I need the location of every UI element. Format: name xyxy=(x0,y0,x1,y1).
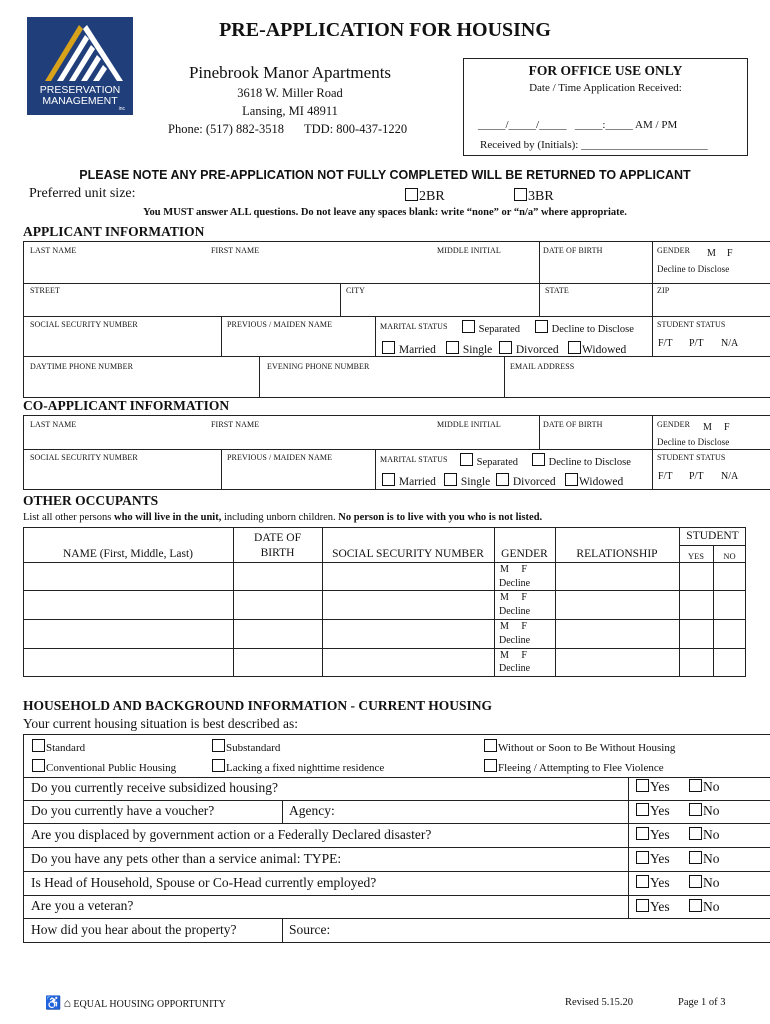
occupants-heading: OTHER OCCUPANTS xyxy=(23,493,159,508)
checkbox-icon[interactable] xyxy=(689,827,702,840)
office-date-label: Date / Time Application Received: xyxy=(529,82,682,94)
occupants-note-c: including unborn children. xyxy=(221,512,339,523)
property-address1: 3618 W. Miller Road xyxy=(237,86,343,100)
unit-2br-option[interactable] xyxy=(405,188,445,205)
footer-revised: Revised 5.15.20 xyxy=(565,997,633,1008)
unit-3br-label: 3BR xyxy=(528,189,554,204)
occ-row3-decline[interactable]: Decline xyxy=(499,635,531,646)
co-dob[interactable]: DATE OF BIRTH xyxy=(543,420,603,429)
checkbox-icon[interactable] xyxy=(32,759,45,772)
unit-size-label: Preferred unit size: xyxy=(29,186,136,201)
occ-row1-decline[interactable]: Decline xyxy=(499,578,531,589)
checkbox-icon[interactable] xyxy=(689,851,702,864)
occ-col-gender: GENDER xyxy=(501,548,548,560)
applicant-email[interactable]: EMAIL ADDRESS xyxy=(510,362,575,371)
q-veteran: Are you a veteran? xyxy=(31,898,134,913)
applicant-first-name[interactable]: FIRST NAME xyxy=(211,246,260,255)
applicant-widowed[interactable] xyxy=(568,341,626,356)
fleeing-label: Fleeing / Attempting to Flee Violence xyxy=(498,762,664,774)
occ-col-student: STUDENT xyxy=(686,530,739,542)
co-widowed[interactable] xyxy=(565,473,623,488)
applicant-middle[interactable]: MIDDLE INITIAL xyxy=(437,246,501,255)
unit-3br-option[interactable] xyxy=(514,188,554,205)
q1-yes[interactable] xyxy=(636,779,670,795)
applicant-heading: APPLICANT INFORMATION xyxy=(23,224,205,239)
q4-no[interactable] xyxy=(689,851,720,867)
widowed-label: Widowed xyxy=(579,476,624,488)
checkbox-icon[interactable] xyxy=(499,341,512,354)
co-student-status: STUDENT STATUS xyxy=(657,453,726,462)
q-heard-source[interactable]: Source: xyxy=(289,922,331,937)
checkbox-icon[interactable] xyxy=(460,453,473,466)
checkbox-icon[interactable] xyxy=(535,320,548,333)
occ-row2-mf[interactable]: M F xyxy=(500,592,527,603)
yes-label: Yes xyxy=(650,803,670,818)
household-situation: Your current housing situation is best described as: xyxy=(23,716,298,731)
equal-housing-icon: ⌂ xyxy=(63,996,71,1010)
sit-standard[interactable] xyxy=(32,739,85,754)
co-first-name[interactable]: FIRST NAME xyxy=(211,420,260,429)
unit-2br-checkbox[interactable] xyxy=(405,188,418,201)
checkbox-icon[interactable] xyxy=(382,473,395,486)
q2-no[interactable] xyxy=(689,803,720,819)
applicant-gender-f[interactable]: F xyxy=(727,248,733,259)
co-prev-name[interactable]: PREVIOUS / MAIDEN NAME xyxy=(227,453,333,462)
yes-label: Yes xyxy=(650,851,670,866)
q1-no[interactable] xyxy=(689,779,720,795)
q-displaced: Are you displaced by government action or a Federally Declared disaster? xyxy=(31,827,432,842)
checkbox-icon[interactable] xyxy=(444,473,457,486)
checkbox-icon[interactable] xyxy=(532,453,545,466)
wheelchair-icon: ♿ xyxy=(45,995,62,1010)
q-subsidized: Do you currently receive subsidized housing? xyxy=(31,780,279,795)
separated-label: Separated xyxy=(478,324,521,335)
unit-2br-label: 2BR xyxy=(419,189,445,204)
co-student-ft[interactable]: F/T xyxy=(658,471,673,482)
page-title: PRE-APPLICATION FOR HOUSING xyxy=(219,19,551,41)
occ-row4-decline[interactable]: Decline xyxy=(499,663,531,674)
co-divorced[interactable] xyxy=(496,473,556,488)
checkbox-icon[interactable] xyxy=(212,739,225,752)
no-label: No xyxy=(703,803,720,818)
yes-label: Yes xyxy=(650,827,670,842)
sit-lacking[interactable] xyxy=(212,759,384,774)
applicant-street[interactable]: STREET xyxy=(30,286,60,295)
without-label: Without or Soon to Be Without Housing xyxy=(498,742,676,754)
occ-col-no: NO xyxy=(723,551,736,561)
yes-label: Yes xyxy=(650,875,670,890)
occ-row4-mf[interactable]: M F xyxy=(500,650,527,661)
applicant-state[interactable]: STATE xyxy=(545,286,569,295)
occ-row1-mf[interactable]: M F xyxy=(500,564,527,575)
co-single[interactable] xyxy=(444,473,490,488)
property-address2: Lansing, MI 48911 xyxy=(242,104,338,118)
occ-col-rel: RELATIONSHIP xyxy=(576,548,658,560)
standard-label: Standard xyxy=(46,742,86,754)
q2-yes[interactable] xyxy=(636,803,670,819)
applicant-ssn[interactable]: SOCIAL SECURITY NUMBER xyxy=(30,320,138,329)
office-received-label[interactable]: Received by (Initials): _______________________ xyxy=(480,139,708,151)
co-student-na[interactable]: N/A xyxy=(721,471,739,482)
applicant-gender: GENDER xyxy=(657,246,691,255)
single-label: Single xyxy=(460,476,491,488)
property-name: Pinebrook Manor Apartments xyxy=(188,63,392,82)
co-middle[interactable]: MIDDLE INITIAL xyxy=(437,420,501,429)
q5-yes[interactable] xyxy=(636,875,670,891)
decline-label: Decline to Disclose xyxy=(551,324,634,335)
property-tdd: TDD: 800-437-1220 xyxy=(304,122,408,136)
occ-col-dob2: BIRTH xyxy=(260,547,295,559)
q4-yes[interactable] xyxy=(636,851,670,867)
logo-line2: MANAGEMENT xyxy=(42,95,118,107)
property-phone: Phone: (517) 882-3518 xyxy=(168,122,284,136)
checkbox-icon[interactable] xyxy=(636,851,649,864)
applicant-eve-phone[interactable]: EVENING PHONE NUMBER xyxy=(267,362,370,371)
no-label: No xyxy=(703,899,720,914)
checkbox-icon[interactable] xyxy=(484,759,497,772)
applicant-single[interactable] xyxy=(446,341,492,356)
checkbox-icon[interactable] xyxy=(568,341,581,354)
applicant-marital-decline[interactable] xyxy=(535,320,634,335)
notice: PLEASE NOTE ANY PRE-APPLICATION NOT FULLY COMPLETED WILL BE RETURNED TO APPLICANT xyxy=(79,168,691,182)
applicant-student-pt[interactable]: P/T xyxy=(689,338,704,349)
applicant-married[interactable] xyxy=(382,341,436,356)
occ-row3-mf[interactable]: M F xyxy=(500,621,527,632)
yes-label: Yes xyxy=(650,779,670,794)
checkbox-icon[interactable] xyxy=(689,899,702,912)
yes-label: Yes xyxy=(650,899,670,914)
widowed-label: Widowed xyxy=(582,344,627,356)
q5-no[interactable] xyxy=(689,875,720,891)
lacking-label: Lacking a fixed nighttime residence xyxy=(226,762,385,774)
logo xyxy=(27,17,133,115)
q6-yes[interactable] xyxy=(636,899,670,915)
no-label: No xyxy=(703,851,720,866)
applicant-marital: MARITAL STATUS xyxy=(380,322,448,331)
checkbox-icon[interactable] xyxy=(636,779,649,792)
single-label: Single xyxy=(462,344,493,356)
applicant-separated[interactable] xyxy=(462,320,520,335)
married-label: Married xyxy=(398,344,436,356)
checkbox-icon[interactable] xyxy=(689,803,702,816)
q3-yes[interactable] xyxy=(636,827,670,843)
applicant-day-phone[interactable]: DAYTIME PHONE NUMBER xyxy=(30,362,134,371)
footer-eho xyxy=(45,995,226,1011)
divorced-label: Divorced xyxy=(515,344,559,356)
checkbox-icon[interactable] xyxy=(636,803,649,816)
q-employed: Is Head of Household, Spouse or Co-Head currently employed? xyxy=(31,875,377,890)
occ-row2-decline[interactable]: Decline xyxy=(499,606,531,617)
checkbox-icon[interactable] xyxy=(496,473,509,486)
checkbox-icon[interactable] xyxy=(689,875,702,888)
applicant-city[interactable]: CITY xyxy=(346,286,366,295)
checkbox-icon[interactable] xyxy=(636,827,649,840)
checkbox-icon[interactable] xyxy=(484,739,497,752)
co-ssn[interactable]: SOCIAL SECURITY NUMBER xyxy=(30,453,138,462)
decline-label: Decline to Disclose xyxy=(548,457,631,468)
divorced-label: Divorced xyxy=(512,476,556,488)
logo-line1: PRESERVATION xyxy=(39,84,121,96)
sit-fleeing[interactable] xyxy=(484,759,664,774)
co-gender: GENDER xyxy=(657,420,691,429)
checkbox-icon[interactable] xyxy=(689,779,702,792)
footer-page: Page 1 of 3 xyxy=(678,997,726,1008)
co-married[interactable] xyxy=(382,473,436,488)
q-voucher-agency[interactable]: Agency: xyxy=(289,803,335,818)
q-pets[interactable]: Do you have any pets other than a service animal: TYPE: xyxy=(31,851,342,866)
applicant-last-name[interactable]: LAST NAME xyxy=(30,246,77,255)
co-marital-decline[interactable] xyxy=(532,453,631,468)
co-gender-m[interactable]: M xyxy=(703,422,712,433)
q3-no[interactable] xyxy=(689,827,720,843)
occupants-note xyxy=(23,512,542,523)
sit-substandard[interactable] xyxy=(212,739,280,754)
co-marital: MARITAL STATUS xyxy=(380,455,448,464)
office-date-blank[interactable]: _____/_____/_____ _____:_____ AM / PM xyxy=(478,119,678,131)
household-heading: HOUSEHOLD AND BACKGROUND INFORMATION - CURRENT HOUSING xyxy=(23,698,493,713)
applicant-student-status: STUDENT STATUS xyxy=(657,320,726,329)
checkbox-icon[interactable] xyxy=(382,341,395,354)
applicant-divorced[interactable] xyxy=(499,341,559,356)
co-gender-f[interactable]: F xyxy=(724,422,730,433)
occ-col-name: NAME (First, Middle, Last) xyxy=(62,548,193,560)
must-answer-note: You MUST answer ALL questions. Do not leave any spaces blank: write “none” or “n/a” where appropriate. xyxy=(143,207,627,218)
checkbox-icon[interactable] xyxy=(565,473,578,486)
no-label: No xyxy=(703,827,720,842)
applicant-student-na[interactable]: N/A xyxy=(721,338,739,349)
applicant-prev-name[interactable]: PREVIOUS / MAIDEN NAME xyxy=(227,320,333,329)
occ-col-dob1: DATE OF xyxy=(254,532,301,544)
occupants-note-a: List all other persons xyxy=(23,512,114,523)
eho-label: EQUAL HOUSING OPPORTUNITY xyxy=(73,999,226,1010)
no-label: No xyxy=(703,779,720,794)
substandard-label: Substandard xyxy=(226,742,281,754)
coapplicant-heading: CO-APPLICANT INFORMATION xyxy=(23,398,230,413)
co-separated[interactable] xyxy=(460,453,518,468)
applicant-gender-decline[interactable]: Decline to Disclose xyxy=(657,264,730,274)
checkbox-icon[interactable] xyxy=(212,759,225,772)
sit-conventional[interactable] xyxy=(32,759,176,774)
unit-3br-checkbox[interactable] xyxy=(514,188,527,201)
co-gender-decline[interactable]: Decline to Disclose xyxy=(657,437,730,447)
co-last-name[interactable]: LAST NAME xyxy=(30,420,77,429)
occ-col-yes: YES xyxy=(687,551,705,561)
checkbox-icon[interactable] xyxy=(462,320,475,333)
occupants-note-d: No person is to live with you who is not listed. xyxy=(338,512,543,523)
conventional-label: Conventional Public Housing xyxy=(46,762,177,774)
logo-inc: inc xyxy=(118,106,125,112)
married-label: Married xyxy=(398,476,436,488)
no-label: No xyxy=(703,875,720,890)
applicant-dob[interactable]: DATE OF BIRTH xyxy=(543,246,603,255)
applicant-student-ft[interactable]: F/T xyxy=(658,338,673,349)
q-voucher: Do you currently have a voucher? xyxy=(31,803,215,818)
checkbox-icon[interactable] xyxy=(32,739,45,752)
checkbox-icon[interactable] xyxy=(636,899,649,912)
checkbox-icon[interactable] xyxy=(446,341,459,354)
q-heard: How did you hear about the property? xyxy=(31,922,237,937)
applicant-zip[interactable]: ZIP xyxy=(657,286,670,295)
sit-without[interactable] xyxy=(484,739,675,754)
office-title: FOR OFFICE USE ONLY xyxy=(528,63,683,78)
checkbox-icon[interactable] xyxy=(636,875,649,888)
co-student-pt[interactable]: P/T xyxy=(689,471,704,482)
separated-label: Separated xyxy=(476,457,519,468)
q6-no[interactable] xyxy=(689,899,720,915)
applicant-gender-m[interactable]: M xyxy=(707,248,716,259)
occ-col-ssn: SOCIAL SECURITY NUMBER xyxy=(332,548,484,560)
occupants-note-b: who will live in the unit, xyxy=(113,512,222,523)
